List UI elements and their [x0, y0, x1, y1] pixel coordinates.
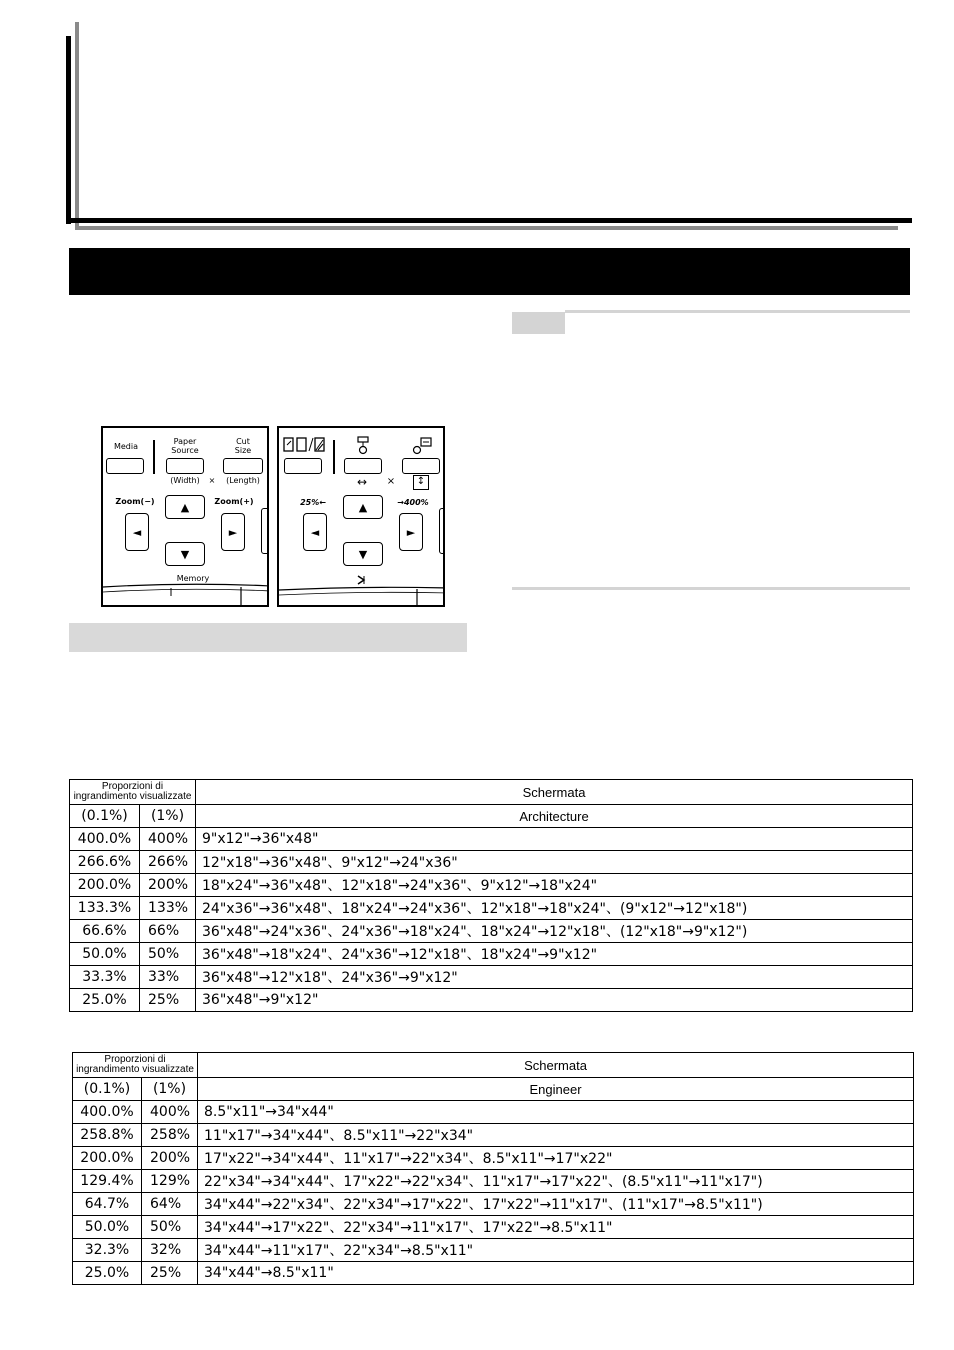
original-mode-button[interactable] — [284, 458, 322, 474]
table-row — [70, 966, 913, 989]
screen-cell: 34"x44"→11"x17"、22"x34"→8.5"x11" — [198, 1239, 914, 1262]
screen-cell: 24"x36"→36"x48"、18"x24"→24"x36"、12"x18"→18"x24"、(9"x12"→12"x18") — [196, 897, 913, 920]
control-panel-left — [101, 426, 269, 607]
precision-01-header: (0.1%) — [73, 1078, 142, 1101]
screen-cell: 34"x44"→17"x22"、22"x34"→11"x17"、17"x22"→8.5"x11" — [198, 1216, 914, 1239]
ratio-1-cell: 400% — [140, 828, 196, 851]
ratio-01-cell: 258.8% — [73, 1124, 142, 1147]
left-arrow-button[interactable]: ◄ — [303, 513, 327, 551]
right-arrow-button[interactable]: ► — [399, 513, 423, 551]
table-row — [70, 920, 913, 943]
table-row — [70, 828, 913, 851]
note-bottom-rule — [512, 587, 910, 590]
horizontal-arrow-icon: ↔ — [356, 475, 368, 489]
table-row — [73, 1124, 914, 1147]
table-row — [73, 1147, 914, 1170]
series-header: Engineer — [198, 1078, 914, 1101]
ratio-01-cell: 200.0% — [70, 874, 140, 897]
table-row — [73, 1101, 914, 1124]
table-row — [73, 1239, 914, 1262]
panel-separator — [153, 440, 155, 474]
table-row — [70, 874, 913, 897]
control-panel-right — [277, 426, 445, 607]
cut-size-label: Cut Size — [234, 437, 252, 455]
edge-button — [439, 508, 445, 554]
ratio-header: Proporzioni di ingrandimento visualizzate — [73, 1053, 198, 1078]
engineer-zoom-table — [72, 1052, 914, 1285]
ratio-01-cell: 266.6% — [70, 851, 140, 874]
ratio-01-cell: 400.0% — [73, 1101, 142, 1124]
media-label: Media — [113, 442, 139, 451]
screen-cell: 36"x48"→18"x24"、24"x36"→12"x18"、18"x24"→9"x12" — [196, 943, 913, 966]
ratio-1-cell: 400% — [142, 1101, 198, 1124]
right-arrow-button[interactable]: ► — [221, 513, 245, 551]
left-arrow-button[interactable]: ◄ — [125, 513, 149, 551]
screen-cell: 18"x24"→36"x48"、12"x18"→24"x36"、9"x12"→18"x24" — [196, 874, 913, 897]
subsection-band — [69, 623, 467, 652]
panel-base-curve — [103, 578, 269, 607]
memory-label: Memory — [176, 574, 210, 583]
screen-cell: 34"x44"→8.5"x11" — [198, 1262, 914, 1285]
ratio-01-cell: 25.0% — [70, 989, 140, 1012]
table-row — [73, 1216, 914, 1239]
ratio-01-cell: 200.0% — [73, 1147, 142, 1170]
ratio-1-cell: 200% — [140, 874, 196, 897]
paper-source-label: Paper Source — [171, 437, 199, 455]
header-vertical-rule — [66, 36, 71, 224]
screen-cell: 9"x12"→36"x48" — [196, 828, 913, 851]
ratio-1-cell: 66% — [140, 920, 196, 943]
screen-cell: 17"x22"→34"x44"、11"x17"→22"x34"、8.5"x11"→17"x22" — [198, 1147, 914, 1170]
ratio-01-cell: 133.3% — [70, 897, 140, 920]
down-arrow-button[interactable]: ▼ — [165, 542, 205, 566]
zoom-minus-label: Zoom(−) — [115, 497, 155, 506]
screen-header: Schermata — [196, 780, 913, 805]
ratio-01-cell: 66.6% — [70, 920, 140, 943]
screen-cell: 11"x17"→34"x44"、8.5"x11"→22"x34" — [198, 1124, 914, 1147]
screen-cell: 36"x48"→9"x12" — [196, 989, 913, 1012]
fit-zoom-icon — [411, 436, 433, 456]
edge-button — [261, 508, 269, 554]
zoom-min-label: 25%← — [300, 498, 326, 507]
screen-cell: 12"x18"→36"x48"、9"x12"→24"x36" — [196, 851, 913, 874]
ratio-01-cell: 129.4% — [73, 1170, 142, 1193]
screen-cell: 36"x48"→24"x36"、24"x36"→18"x24"、18"x24"→12"x18"、(12"x18"→9"x12") — [196, 920, 913, 943]
panel-separator — [333, 440, 335, 474]
ratio-1-cell: 129% — [142, 1170, 198, 1193]
table-row — [73, 1170, 914, 1193]
note-tab — [512, 312, 565, 334]
section-title-band — [69, 248, 910, 295]
media-button[interactable] — [106, 458, 144, 474]
original-mode-icon — [283, 436, 329, 454]
up-arrow-button[interactable]: ▲ — [343, 495, 383, 519]
header-vertical-rule-shadow — [75, 22, 79, 230]
precision-1-header: (1%) — [140, 805, 196, 828]
architecture-zoom-table — [69, 779, 913, 1012]
horizontal-zoom-button[interactable] — [402, 458, 440, 474]
header-horizontal-rule — [71, 218, 912, 223]
up-arrow-button[interactable]: ▲ — [165, 495, 205, 519]
ratio-1-cell: 133% — [140, 897, 196, 920]
ratio-01-cell: 400.0% — [70, 828, 140, 851]
ratio-1-cell: 50% — [142, 1216, 198, 1239]
down-arrow-button[interactable]: ▼ — [343, 542, 383, 566]
table-row — [70, 943, 913, 966]
ratio-1-cell: 200% — [142, 1147, 198, 1170]
ratio-01-cell: 33.3% — [70, 966, 140, 989]
ratio-01-cell: 25.0% — [73, 1262, 142, 1285]
table-row — [73, 1262, 914, 1285]
table-row — [70, 989, 913, 1012]
ratio-01-cell: 32.3% — [73, 1239, 142, 1262]
paper-source-button[interactable] — [166, 458, 204, 474]
copy-size-icon — [355, 436, 371, 456]
ratio-1-cell: 25% — [140, 989, 196, 1012]
table-row — [73, 1193, 914, 1216]
ratio-1-cell: 50% — [140, 943, 196, 966]
cut-size-button[interactable] — [223, 458, 263, 474]
ratio-1-cell: 64% — [142, 1193, 198, 1216]
vertical-zoom-button[interactable] — [344, 458, 382, 474]
ratio-1-cell: 258% — [142, 1124, 198, 1147]
ratio-1-cell: 25% — [142, 1262, 198, 1285]
table-row — [70, 897, 913, 920]
table-row — [70, 851, 913, 874]
zoom-max-label: →400% — [397, 498, 429, 507]
screen-cell: 8.5"x11"→34"x44" — [198, 1101, 914, 1124]
series-header: Architecture — [196, 805, 913, 828]
ratio-1-cell: 32% — [142, 1239, 198, 1262]
note-top-rule — [565, 310, 910, 313]
length-label: (Length) — [226, 476, 260, 485]
ratio-01-cell: 64.7% — [73, 1193, 142, 1216]
times-label: × — [386, 476, 396, 487]
ratio-header: Proporzioni di ingrandimento visualizzate — [70, 780, 196, 805]
screen-cell: 36"x48"→12"x18"、24"x36"→9"x12" — [196, 966, 913, 989]
ratio-01-cell: 50.0% — [70, 943, 140, 966]
times-label: × — [208, 476, 216, 485]
zoom-plus-label: Zoom(+) — [214, 497, 254, 506]
screen-cell: 34"x44"→22"x34"、22"x34"→17"x22"、17"x22"→11"x17"、(11"x17"→8.5"x11") — [198, 1193, 914, 1216]
precision-1-header: (1%) — [142, 1078, 198, 1101]
screen-cell: 22"x34"→34"x44"、17"x22"→22"x34"、11"x17"→17"x22"、(8.5"x11"→11"x17") — [198, 1170, 914, 1193]
panel-base-curve — [279, 578, 445, 607]
precision-01-header: (0.1%) — [70, 805, 140, 828]
header-horizontal-rule-shadow — [79, 226, 898, 230]
ratio-1-cell: 266% — [140, 851, 196, 874]
vertical-arrow-icon: ↕ — [413, 475, 429, 490]
screen-header: Schermata — [198, 1053, 914, 1078]
width-label: (Width) — [170, 476, 200, 485]
ratio-01-cell: 50.0% — [73, 1216, 142, 1239]
ratio-1-cell: 33% — [140, 966, 196, 989]
